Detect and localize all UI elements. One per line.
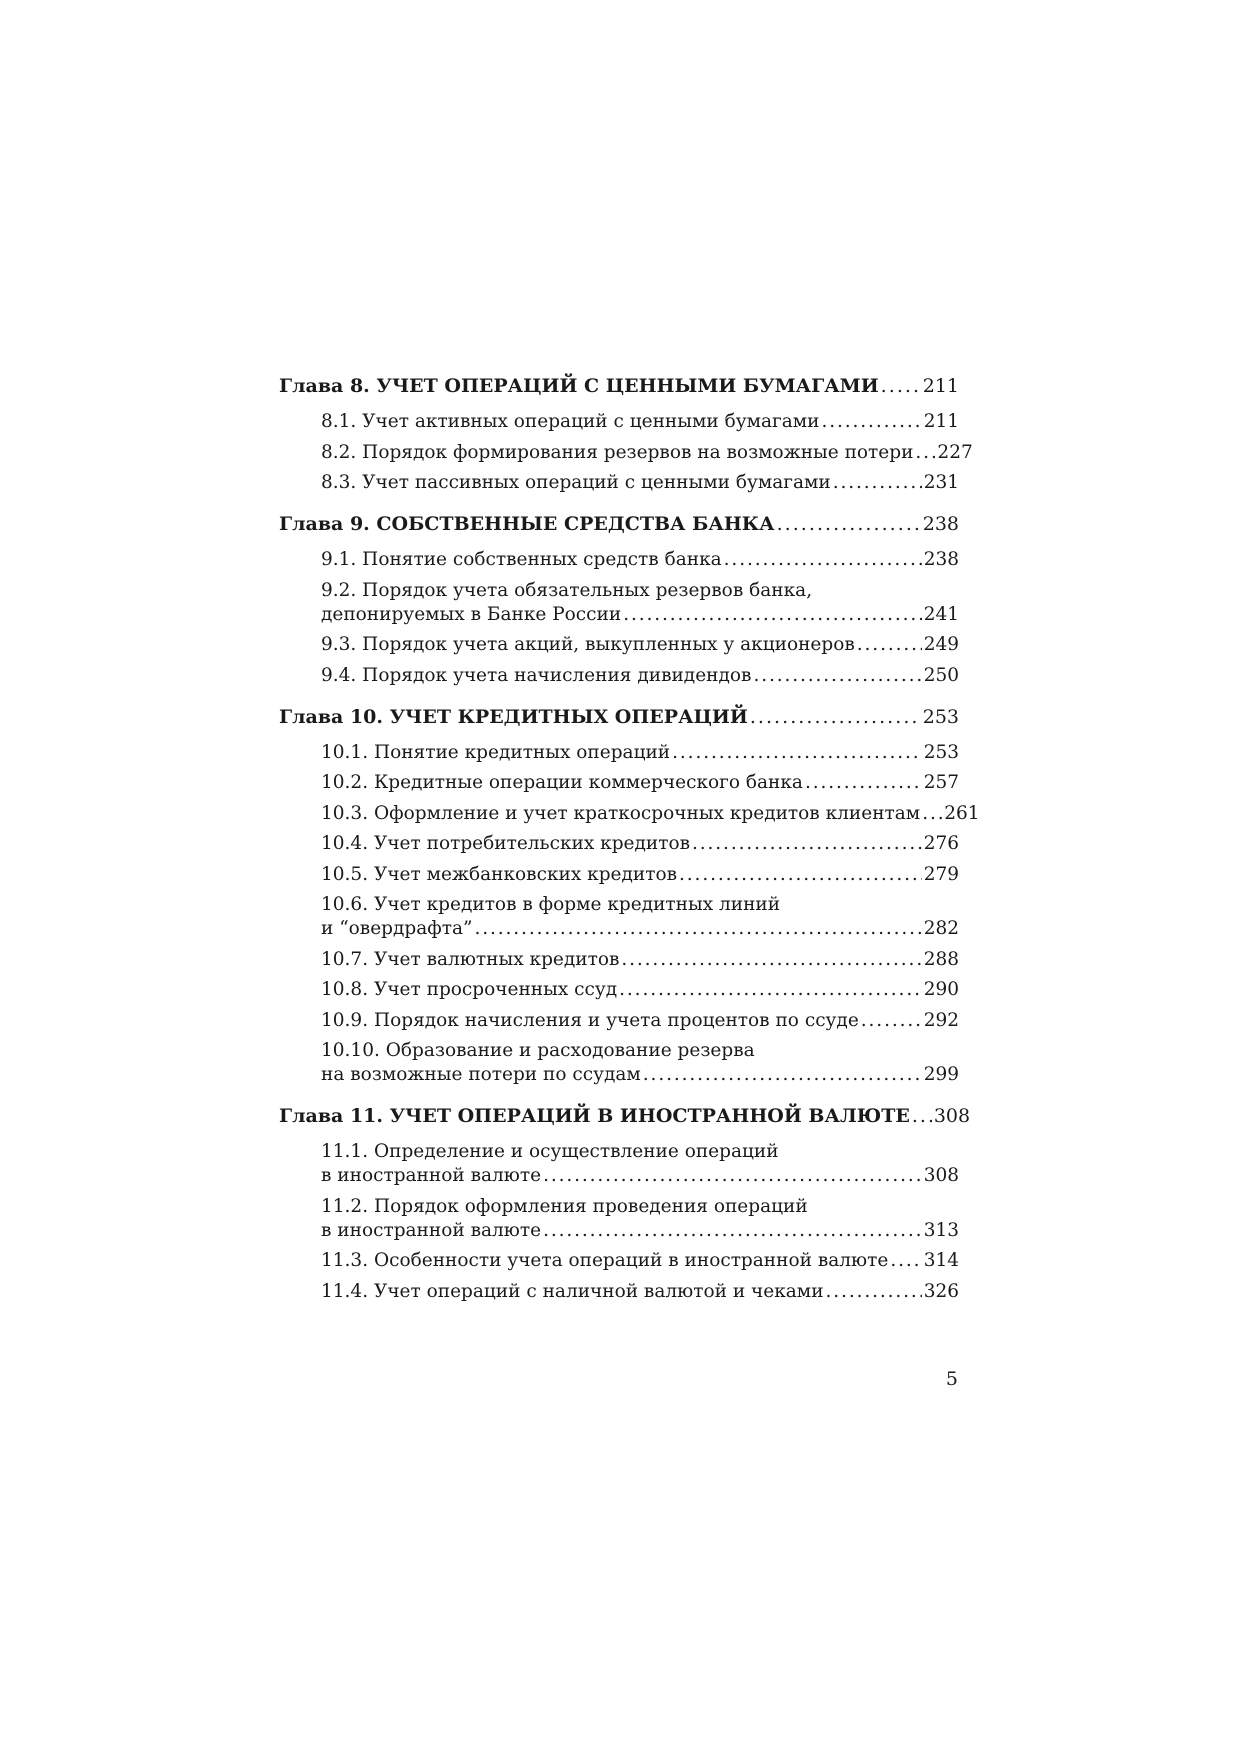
section-page-number: 279 <box>923 863 959 885</box>
dot-leader <box>621 948 921 972</box>
section-title: 11.3. Особенности учета операций в иностранной валюте <box>321 1250 889 1271</box>
section-title: 9.4. Порядок учета начисления дивидендов <box>321 664 752 686</box>
dot-leader <box>643 1063 922 1087</box>
section-page-number: 249 <box>923 634 959 655</box>
section-title: 9.3. Порядок учета акций, выкупленных у акционеров <box>321 634 855 655</box>
section-title-line: в иностранной валюте <box>321 1165 542 1186</box>
dot-leader <box>750 705 921 729</box>
section-page-number: 276 <box>923 833 959 854</box>
dot-leader <box>833 471 922 495</box>
dot-leader <box>777 512 921 536</box>
toc-section-entry[interactable] <box>321 832 959 856</box>
section-title: 10.9. Порядок начисления и учета процентов по ссуде <box>321 1009 859 1031</box>
section-page-number: 211 <box>923 411 959 432</box>
chapter-page-number: 253 <box>922 705 959 728</box>
dot-leader <box>623 603 922 627</box>
dot-leader <box>474 917 921 941</box>
section-title-last-line <box>321 1063 959 1087</box>
chapter-page-number: 308 <box>933 1105 971 1127</box>
toc-section-entry[interactable] <box>321 633 959 657</box>
section-page-number: 292 <box>923 1009 959 1031</box>
toc-section-entry[interactable] <box>321 741 959 765</box>
section-page-number: 326 <box>923 1280 959 1302</box>
section-page-number: 282 <box>923 918 959 939</box>
dot-leader <box>753 664 921 688</box>
dot-leader <box>805 771 922 795</box>
section-page-number: 231 <box>923 472 959 493</box>
section-page-number: 261 <box>944 802 980 824</box>
section-page-number: 250 <box>923 664 959 686</box>
section-page-number: 241 <box>923 603 959 625</box>
toc-section-entry[interactable] <box>321 548 959 572</box>
section-page-number: 314 <box>923 1250 959 1271</box>
toc-section-entry[interactable] <box>321 471 959 495</box>
toc-chapter <box>279 1104 971 1304</box>
toc-chapter-entry[interactable] <box>279 512 959 536</box>
toc-section-entry[interactable] <box>321 771 959 795</box>
toc-section-entry[interactable] <box>321 893 959 941</box>
section-title-line: депонируемых в Банке России <box>321 603 622 625</box>
toc-section-entry[interactable] <box>321 441 973 465</box>
dot-leader <box>821 410 921 434</box>
page-number: 5 <box>945 1368 958 1390</box>
section-title-line: 11.1. Определение и осуществление операций <box>321 1141 779 1162</box>
dot-leader <box>679 863 922 887</box>
section-page-number: 227 <box>937 441 973 463</box>
section-title: 10.7. Учет валютных кредитов <box>321 948 620 970</box>
section-title: 10.4. Учет потребительских кредитов <box>321 833 691 854</box>
section-title-last-line <box>321 917 959 941</box>
toc-section-entry[interactable] <box>321 664 959 688</box>
section-title: 8.3. Учет пассивных операций с ценными бумагами <box>321 472 831 493</box>
toc-section-entry[interactable] <box>321 978 959 1002</box>
chapter-title: Глава 10. УЧЕТ КРЕДИТНЫХ ОПЕРАЦИЙ <box>279 705 748 728</box>
section-title-last-line <box>321 1219 959 1243</box>
section-title: 10.1. Понятие кредитных операций <box>321 741 671 763</box>
toc-section-entry[interactable] <box>321 802 980 826</box>
section-title: 8.2. Порядок формирования резервов на возможные потери <box>321 441 914 463</box>
section-page-number: 253 <box>923 741 959 763</box>
section-title-line: 11.2. Порядок оформления проведения операций <box>321 1195 808 1217</box>
section-title-line: в иностранной валюте <box>321 1219 542 1241</box>
toc-section-entry[interactable] <box>321 579 959 627</box>
toc-chapter <box>279 705 980 1088</box>
toc-section-entry[interactable] <box>321 863 959 887</box>
section-page-number: 238 <box>923 549 959 570</box>
dot-leader <box>857 633 922 657</box>
section-page-number: 313 <box>923 1219 959 1241</box>
table-of-contents <box>279 374 980 1310</box>
dot-leader <box>672 741 922 765</box>
toc-section-entry[interactable] <box>321 1195 959 1243</box>
dot-leader <box>881 374 921 398</box>
section-title: 11.4. Учет операций с наличной валютой и чеками <box>321 1280 824 1302</box>
chapter-page-number: 211 <box>922 375 959 397</box>
dot-leader <box>915 441 935 465</box>
section-title: 8.1. Учет активных операций с ценными бумагами <box>321 411 820 432</box>
dot-leader <box>692 832 922 856</box>
dot-leader <box>724 548 922 572</box>
section-title-last-line <box>321 1164 959 1188</box>
section-page-number: 290 <box>923 979 959 1000</box>
toc-section-entry[interactable] <box>321 1249 959 1273</box>
section-page-number: 308 <box>923 1165 959 1186</box>
section-title-line: на возможные потери по ссудам <box>321 1064 641 1085</box>
section-title-last-line <box>321 603 959 627</box>
dot-leader <box>543 1164 922 1188</box>
section-title: 10.8. Учет просроченных ссуд <box>321 979 618 1000</box>
toc-section-entry[interactable] <box>321 948 959 972</box>
section-title: 10.5. Учет межбанковских кредитов <box>321 863 678 885</box>
toc-chapter-entry[interactable] <box>279 1104 971 1128</box>
section-title: 10.2. Кредитные операции коммерческого банка <box>321 772 803 793</box>
toc-chapter <box>279 374 973 495</box>
toc-section-entry[interactable] <box>321 1009 959 1033</box>
section-page-number: 257 <box>923 772 959 793</box>
dot-leader <box>619 978 922 1002</box>
chapter-title: Глава 8. УЧЕТ ОПЕРАЦИЙ С ЦЕННЫМИ БУМАГАМИ <box>279 375 879 397</box>
toc-chapter-entry[interactable] <box>279 374 959 398</box>
dot-leader <box>922 802 942 826</box>
dot-leader <box>861 1009 922 1033</box>
toc-section-entry[interactable] <box>321 1280 959 1304</box>
section-title-line: 9.2. Порядок учета обязательных резервов банка, <box>321 579 813 601</box>
chapter-title: Глава 11. УЧЕТ ОПЕРАЦИЙ В ИНОСТРАННОЙ ВАЛЮТЕ <box>279 1105 910 1127</box>
toc-section-entry[interactable] <box>321 410 959 434</box>
section-title-line: 10.6. Учет кредитов в форме кредитных линий <box>321 894 781 915</box>
toc-chapter-entry[interactable] <box>279 705 959 729</box>
toc-section-entry[interactable] <box>321 1140 959 1188</box>
chapter-title: Глава 9. СОБСТВЕННЫЕ СРЕДСТВА БАНКА <box>279 513 775 535</box>
dot-leader <box>912 1104 932 1128</box>
dot-leader <box>890 1249 921 1273</box>
toc-chapter <box>279 512 959 688</box>
section-title: 10.3. Оформление и учет краткосрочных кредитов клиентам <box>321 802 921 824</box>
chapter-page-number: 238 <box>922 513 959 535</box>
section-title-line: и “овердрафта” <box>321 918 473 939</box>
section-title-line: 10.10. Образование и расходование резерва <box>321 1040 755 1061</box>
dot-leader <box>543 1219 922 1243</box>
section-title: 9.1. Понятие собственных средств банка <box>321 549 722 570</box>
section-page-number: 299 <box>923 1064 959 1085</box>
dot-leader <box>826 1280 922 1304</box>
section-page-number: 288 <box>923 948 959 970</box>
toc-section-entry[interactable] <box>321 1039 959 1087</box>
